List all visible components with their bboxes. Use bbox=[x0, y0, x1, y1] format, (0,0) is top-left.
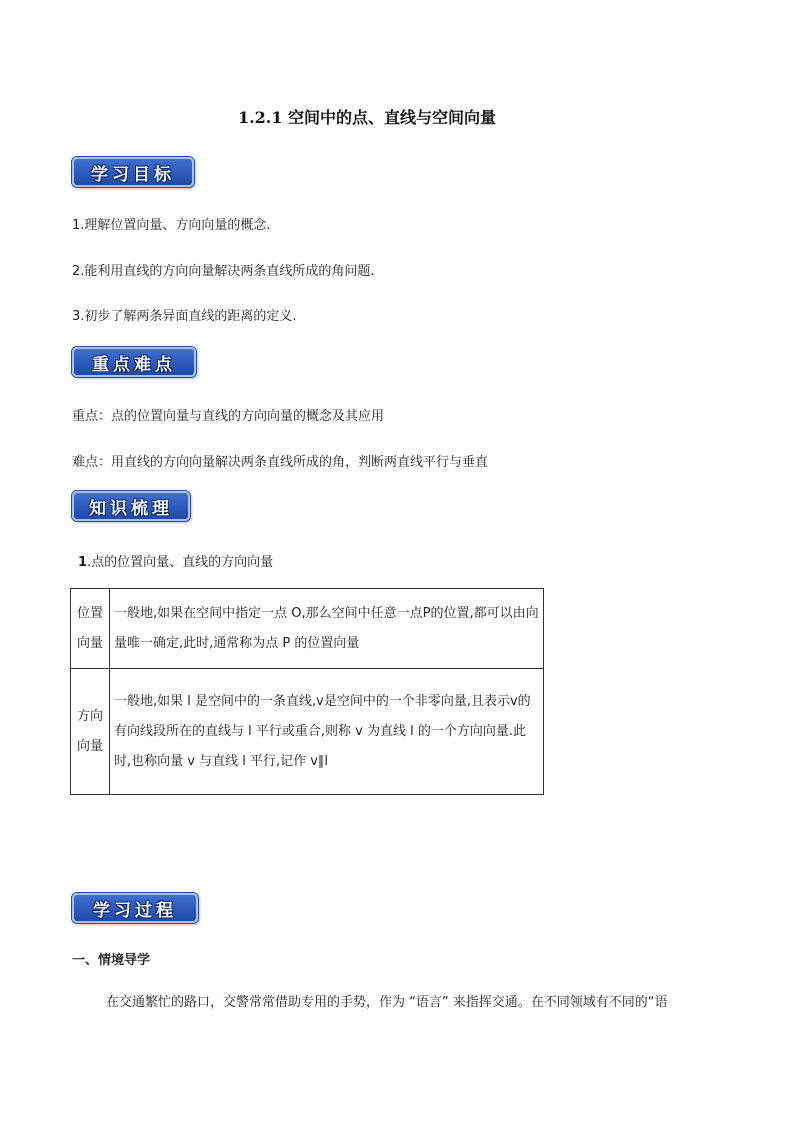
key-focus: 重点：点的位置向量与直线的方向向量的概念及其应用 bbox=[72, 409, 385, 424]
table-row bbox=[71, 669, 544, 795]
process-intro: 在交通繁忙的路口，交警常常借助专用的手势，作为 “语言” 来指挥交通。在不同领域有不同的“语 bbox=[106, 995, 668, 1010]
banner-objectives: 学习目标 bbox=[72, 157, 194, 187]
knowledge-heading bbox=[78, 551, 273, 570]
page-title: 1.2.1 空间中的点、直线与空间向量 bbox=[237, 108, 497, 127]
table-row bbox=[71, 589, 544, 669]
table-row-body: 一般地,如果在空间中指定一点 O,那么空间中任意一点P的位置,都可以由向量唯一确定,此时,通常称为点 P 的位置向量 bbox=[110, 589, 544, 669]
row-head-line: 位置 bbox=[76, 605, 103, 621]
process-subheading: 一、情境导学 bbox=[72, 953, 151, 968]
row-head-line: 方向 bbox=[76, 708, 103, 724]
key-difficulty: 难点：用直线的方向向量解决两条直线所成的角，判断两直线平行与垂直 bbox=[72, 455, 489, 470]
table-row-head bbox=[71, 669, 110, 795]
objective-item-2: 2.能利用直线的方向向量解决两条直线所成的角问题. bbox=[72, 264, 375, 279]
table-row-head bbox=[71, 589, 110, 669]
banner-keypoints: 重点难点 bbox=[72, 347, 196, 377]
objective-item-3: 3.初步了解两条异面直线的距离的定义. bbox=[72, 309, 297, 324]
banner-process: 学习过程 bbox=[72, 893, 198, 923]
row-head-line: 向量 bbox=[76, 738, 103, 754]
banner-knowledge: 知识梳理 bbox=[72, 491, 190, 521]
table-row-body: 一般地,如果 l 是空间中的一条直线,v是空间中的一个非零向量,且表示v的有向线段所在的直线与 l 平行或重合,则称 v 为直线 l 的一个方向向量.此时,也称向量 v 与直线 l 平行,记作 v∥l bbox=[110, 669, 544, 795]
knowledge-heading-number: 1 bbox=[78, 555, 88, 570]
knowledge-heading-text: .点的位置向量、直线的方向向量 bbox=[87, 555, 274, 570]
objective-item-1: 1.理解位置向量、方向向量的概念. bbox=[72, 218, 271, 233]
concept-table bbox=[70, 588, 544, 795]
row-head-line: 向量 bbox=[76, 635, 103, 651]
